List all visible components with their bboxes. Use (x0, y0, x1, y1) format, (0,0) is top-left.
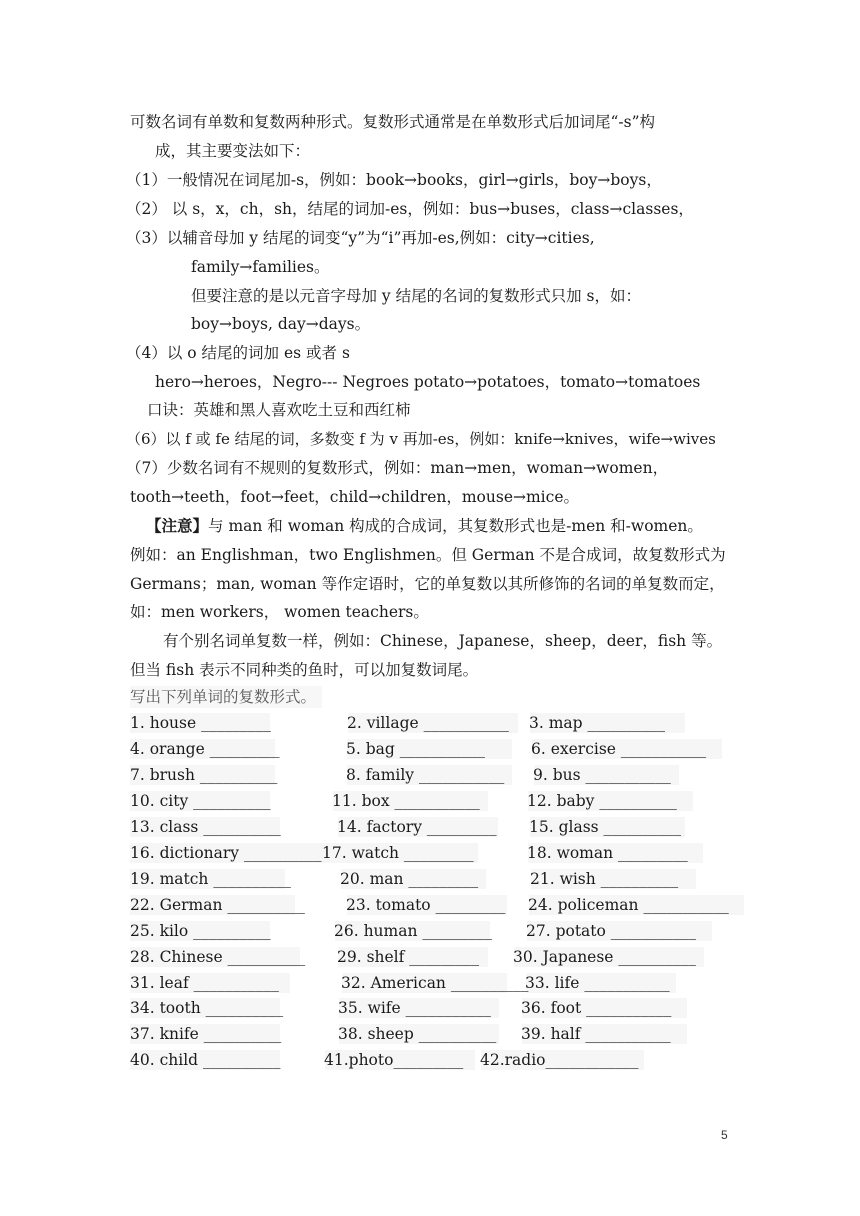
exercise-item: 12. baby __________ (527, 791, 677, 810)
rule-3-line-3: 但要注意的是以元音字母加 y 结尾的名词的复数形式只加 s，如： (191, 287, 641, 305)
rule-3-line-2: family→families。 (191, 258, 330, 276)
exercise-item: 8. family ___________ (346, 765, 505, 784)
exercise-item: 17. watch _________ (322, 843, 474, 862)
exercise-item: 25. kilo __________ (130, 921, 271, 940)
exercise-item: 20. man _________ (340, 869, 479, 888)
exercise-item: 2. village ___________ (347, 714, 509, 732)
exercise-item: 32. American __________ (341, 973, 529, 992)
exercise-item: 16. dictionary __________ (130, 843, 322, 862)
rule-7-line-1: （7）少数名词有不规则的复数形式，例如：man→men，woman→women， (126, 459, 669, 477)
exercise-item: 4. orange _________ (130, 739, 280, 758)
exercise-item: 6. exercise ___________ (531, 739, 707, 758)
exercise-row (130, 738, 750, 760)
exercise-item: 18. woman _________ (527, 843, 688, 862)
exercise-row (130, 946, 750, 968)
exercise-item: 39. half ___________ (521, 1025, 671, 1044)
exercise-item: 35. wife ___________ (338, 999, 491, 1018)
exercise-row (130, 790, 750, 812)
exercise-item: 3. map __________ (529, 714, 666, 732)
note-line-4: 如：men workers， women teachers。 (130, 603, 429, 621)
exercise-row (130, 972, 750, 994)
rule-1: （1）一般情况在词尾加-s，例如：book→books，girl→girls，boy→boys， (126, 171, 662, 189)
exercise-row (130, 842, 750, 864)
exercise-item: 38. sheep __________ (338, 1025, 497, 1044)
exercise-row (130, 920, 750, 942)
intro-line-2: 成，其主要变法如下： (155, 142, 311, 160)
exercise-item: 15. glass __________ (529, 817, 682, 836)
exercise-item: 34. tooth __________ (130, 999, 284, 1018)
same-form-line-1: 有个别名词单复数一样，例如：Chinese，Japanese，sheep，deer，fish 等。 (163, 632, 723, 650)
exercise-item: 42.radio____________ (480, 1051, 639, 1070)
exercise-item: 28. Chinese __________ (130, 947, 306, 966)
exercise-item: 40. child __________ (130, 1051, 281, 1070)
exercise-row (130, 764, 750, 786)
exercise-item: 7. brush __________ (130, 765, 278, 784)
exercise-item: 23. tomato _________ (346, 895, 506, 914)
rule-7-line-2: tooth→teeth，foot→feet，child→children，mouse→mice。 (130, 488, 579, 506)
rule-4-line-1: （4）以 o 结尾的词加 es 或者 s (126, 344, 350, 362)
page-number: 5 (721, 1128, 728, 1142)
exercise-row (130, 816, 750, 838)
note-line-1 (146, 515, 703, 537)
exercise-item: 41.photo_________ (324, 1051, 464, 1070)
rule-6: （6）以 f 或 fe 结尾的词，多数变 f 为 v 再加-es，例如：knife→knives，wife→wives (126, 430, 716, 448)
rule-4-line-2: hero→heroes，Negro--- Negroes potato→potatoes，tomato→tomatoes (155, 373, 701, 391)
exercise-row (130, 868, 750, 890)
exercise-item: 5. bag ___________ (346, 739, 485, 758)
exercise-item: 22. German __________ (130, 895, 305, 914)
exercise-item: 14. factory _________ (337, 817, 497, 836)
exercise-row (130, 1049, 750, 1071)
exercise-row (130, 1023, 750, 1045)
exercise-row (130, 894, 750, 916)
exercise-row (130, 712, 750, 734)
exercise-item: 1. house _________ (130, 714, 271, 732)
exercise-item: 27. potato ___________ (526, 921, 697, 940)
exercise-item: 26. human _________ (334, 921, 493, 940)
exercise-item: 37. knife __________ (130, 1025, 282, 1044)
rule-4-mnemonic: 口诀：英雄和黑人喜欢吃土豆和西红柿 (147, 401, 411, 419)
note-line-3: Germans；man, woman 等作定语时，它的单复数以其所修饰的名词的单复数而定， (130, 575, 725, 593)
exercise-item: 29. shelf _________ (337, 947, 480, 966)
same-form-line-2: 但当 fish 表示不同种类的鱼时，可以加复数词尾。 (130, 661, 479, 679)
exercise-item: 36. foot ___________ (521, 999, 672, 1018)
exercise-item: 33. life ___________ (525, 973, 670, 992)
exercise-title: 写出下列单词的复数形式。 (130, 686, 322, 708)
rule-2: （2） 以 s，x，ch，sh，结尾的词加-es，例如：bus→buses，class→classes， (126, 200, 694, 218)
intro-line-1: 可数名词有单数和复数两种形式。复数形式通常是在单数形式后加词尾“-s”构 (130, 113, 656, 131)
exercise-item: 24. policeman ___________ (528, 895, 729, 914)
exercise-item: 9. bus ___________ (533, 765, 671, 784)
exercise-item: 31. leaf ___________ (130, 973, 279, 992)
exercise-item: 21. wish __________ (530, 869, 679, 888)
note-label: 【注意】 (146, 516, 209, 535)
exercise-item: 10. city __________ (130, 791, 271, 810)
exercise-row (130, 997, 750, 1019)
exercise-item: 11. box ___________ (332, 791, 480, 810)
exercise-item: 30. Japanese __________ (513, 947, 696, 966)
note-line-2: 例如：an Englishman，two Englishmen。但 German 不是合成词，故复数形式为 (130, 546, 726, 564)
rule-3-line-4: boy→boys, day→days。 (191, 315, 371, 333)
exercise-item: 13. class __________ (130, 817, 281, 836)
exercise-item: 19. match __________ (130, 869, 291, 888)
rule-3-line-1: （3）以辅音母加 y 结尾的词变“y”为“i”再加-es,例如：city→cities, (126, 229, 595, 247)
note-text-1: 与 man 和 woman 构成的合成词，其复数形式也是-men 和-women。 (208, 517, 703, 535)
